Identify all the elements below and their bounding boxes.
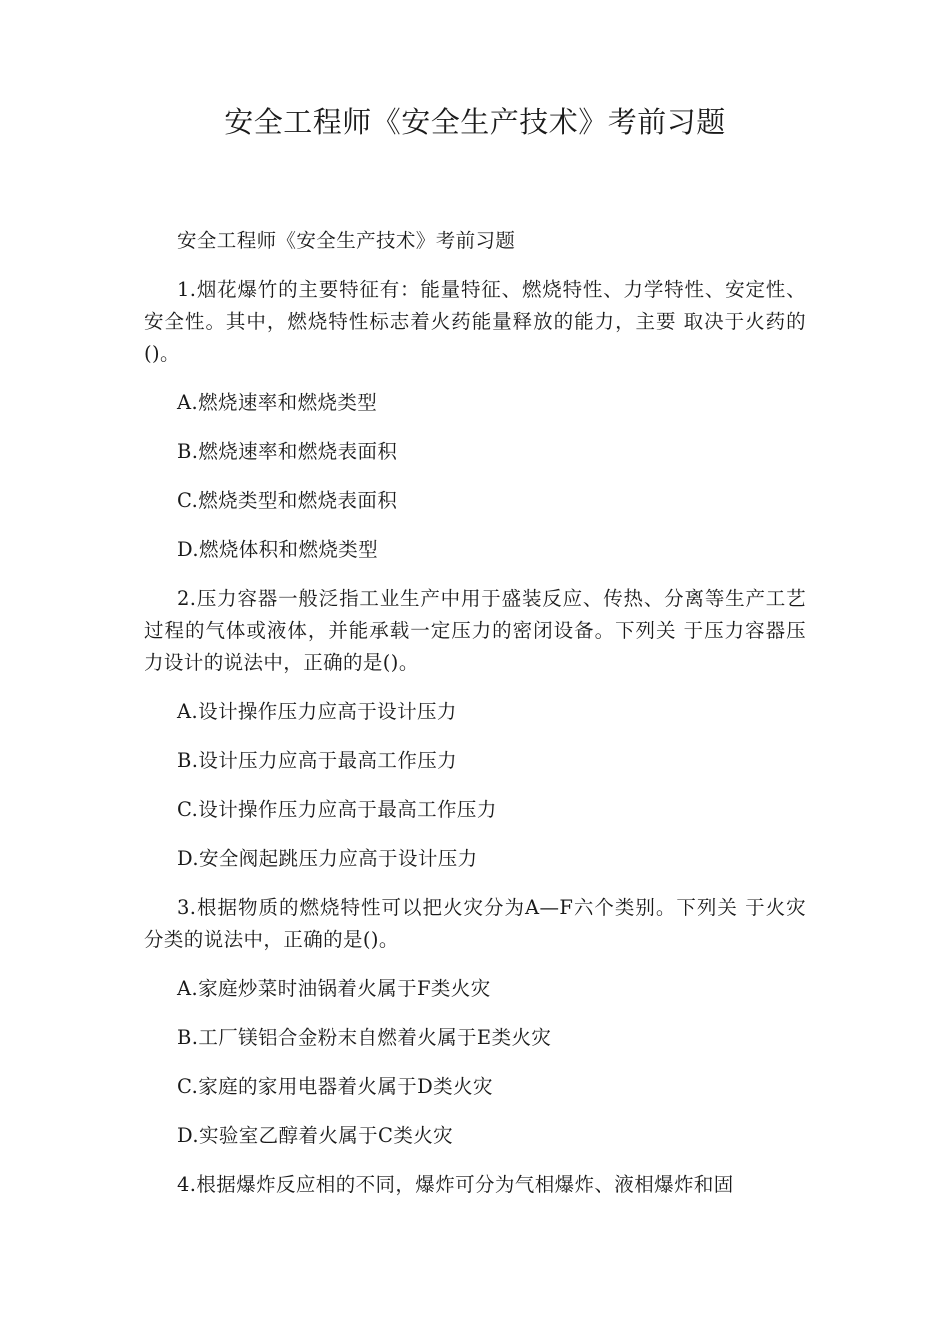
answer-option: D.安全阀起跳压力应高于设计压力 — [177, 847, 478, 870]
answer-option: C.燃烧类型和燃烧表面积 — [177, 489, 398, 512]
question-2 — [144, 583, 806, 875]
answer-option: C.家庭的家用电器着火属于D类火灾 — [177, 1075, 493, 1098]
question-3 — [144, 892, 806, 1152]
question-stem: 2.压力容器一般泛指工业生产中用于盛装反应、传热、分离等生产工艺过程的气体或液体，并能承载一定压力的密闭设备。下列关 于压力容器压力设计的说法中，正确的是()。 — [144, 587, 806, 674]
answer-option: D.实验室乙醇着火属于C类火灾 — [177, 1124, 454, 1147]
answer-option: D.燃烧体积和燃烧类型 — [177, 538, 379, 561]
answer-option: B.工厂镁铝合金粉末自燃着火属于E类火灾 — [177, 1026, 552, 1049]
answer-option: A.燃烧速率和燃烧类型 — [177, 391, 378, 414]
question-stem: 4.根据爆炸反应相的不同，爆炸可分为气相爆炸、液相爆炸和固 — [177, 1173, 734, 1196]
document-subtitle: 安全工程师《安全生产技术》考前习题 — [177, 229, 516, 252]
document-body — [144, 225, 806, 1218]
answer-option: C.设计操作压力应高于最高工作压力 — [177, 798, 497, 821]
question-stem: 3.根据物质的燃烧特性可以把火灾分为A—F六个类别。下列关 于火灾分类的说法中，正确的是()。 — [144, 896, 806, 951]
question-stem: 1.烟花爆竹的主要特征有：能量特征、燃烧特性、力学特性、安定性、安全性。其中，燃烧特性标志着火药能量释放的能力，主要 取决于火药的()。 — [144, 278, 806, 365]
document-title: 安全工程师《安全生产技术》考前习题 — [224, 105, 726, 139]
question-4 — [144, 1169, 806, 1201]
answer-option: B.设计压力应高于最高工作压力 — [177, 749, 458, 772]
answer-option: B.燃烧速率和燃烧表面积 — [177, 440, 398, 463]
answer-option: A.家庭炒菜时油锅着火属于F类火灾 — [177, 977, 491, 1000]
question-1 — [144, 274, 806, 566]
answer-option: A.设计操作压力应高于设计压力 — [177, 700, 457, 723]
